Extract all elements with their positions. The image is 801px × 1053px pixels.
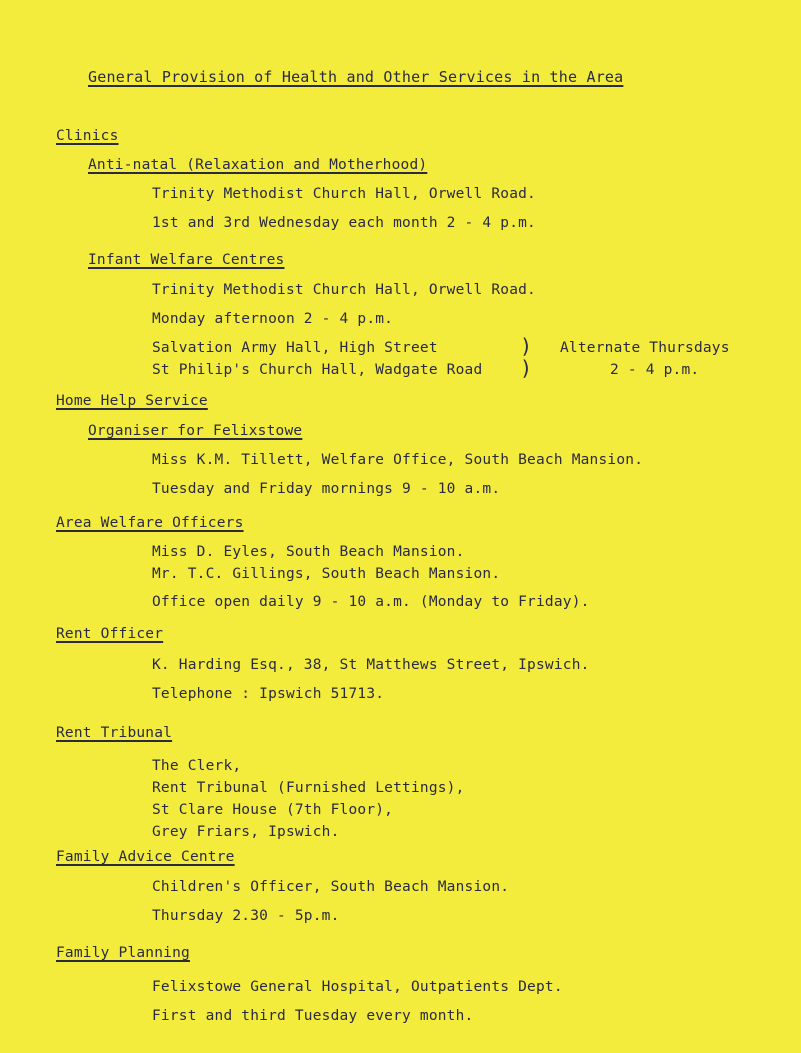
family-advice-heading: Family Advice Centre [56,849,235,865]
antenatal-location: Trinity Methodist Church Hall, Orwell Road. [152,186,536,202]
organiser-name: Miss K.M. Tillett, Welfare Office, South Beach Mansion. [152,452,644,468]
rent-officer-address: K. Harding Esq., 38, St Matthews Street, Ipswich. [152,657,590,673]
welfare-officer-2: Mr. T.C. Gillings, South Beach Mansion. [152,566,501,582]
rent-officer-telephone: Telephone : Ipswich 51713. [152,686,385,702]
welfare-office-hours: Office open daily 9 - 10 a.m. (Monday to Friday). [152,594,590,610]
clinics-heading: Clinics [56,128,119,144]
family-planning-schedule: First and third Tuesday every month. [152,1008,474,1024]
alternate-time: 2 - 4 p.m. [610,362,700,378]
bracket-top: ) [520,334,533,358]
bracket-bottom: ) [520,356,533,380]
family-planning-location: Felixstowe General Hospital, Outpatients Dept. [152,979,563,995]
welfare-officer-1: Miss D. Eyles, South Beach Mansion. [152,544,465,560]
tribunal-line-3: St Clare House (7th Floor), [152,802,394,818]
rent-officer-heading: Rent Officer [56,626,164,642]
organiser-heading: Organiser for Felixstowe [88,423,303,439]
rent-tribunal-heading: Rent Tribunal [56,725,173,741]
infant-schedule-1: Monday afternoon 2 - 4 p.m. [152,311,394,327]
antenatal-schedule: 1st and 3rd Wednesday each month 2 - 4 p.m. [152,215,536,231]
family-advice-location: Children's Officer, South Beach Mansion. [152,879,510,895]
family-advice-hours: Thursday 2.30 - 5p.m. [152,908,340,924]
home-help-heading: Home Help Service [56,393,208,409]
antenatal-heading: Anti-natal (Relaxation and Motherhood) [88,157,428,173]
page-title: General Provision of Health and Other Services in the Area [88,68,624,86]
infant-location-1: Trinity Methodist Church Hall, Orwell Road. [152,282,536,298]
family-planning-heading: Family Planning [56,945,190,961]
alternate-thursdays: Alternate Thursdays [560,340,730,356]
tribunal-line-4: Grey Friars, Ipswich. [152,824,340,840]
tribunal-line-2: Rent Tribunal (Furnished Lettings), [152,780,465,796]
area-welfare-heading: Area Welfare Officers [56,515,244,531]
infant-location-2: Salvation Army Hall, High Street [152,340,438,356]
infant-welfare-heading: Infant Welfare Centres [88,252,285,268]
infant-location-3: St Philip's Church Hall, Wadgate Road [152,362,483,378]
tribunal-line-1: The Clerk, [152,758,242,774]
organiser-hours: Tuesday and Friday mornings 9 - 10 a.m. [152,481,501,497]
